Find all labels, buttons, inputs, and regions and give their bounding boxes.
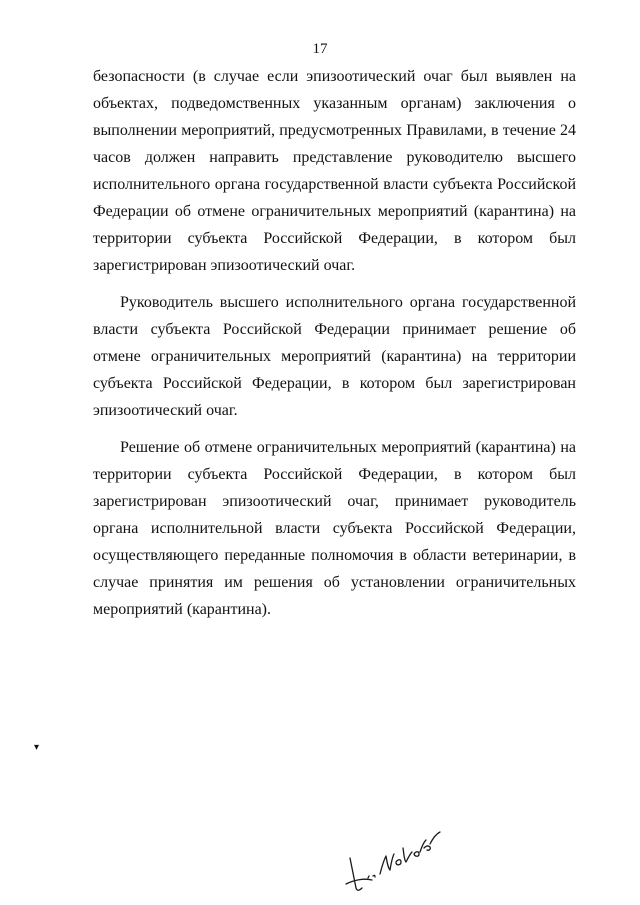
handwritten-signature [340, 818, 445, 893]
paragraph-1: безопасности (в случае если эпизоотический очаг был выявлен на объектах, подведомственных указанным органам) заключения о выполнении мероприятий, предусмотренных Правилами, в течение 24 часов должен направить представление руководителю высшего исполнительного органа государственной власти субъекта Российской Федерации об отмене ограничительных мероприятий (карантина) на территории субъекта Российской Федерации, в котором был зарегистрирован эпизоотический очаг. [93, 68, 576, 274]
stray-mark: ▾ [34, 742, 40, 753]
page-number: 17 [312, 41, 328, 57]
document-body [93, 63, 576, 623]
paragraph-3: Решение об отмене ограничительных мероприятий (карантина) на территории субъекта Российской Федерации, в котором был зарегистрирован эпизоотический очаг, принимает руководитель органа исполнительной власти субъекта Российской Федерации, осуществляющего переданные полномочия в области ветеринарии, в случае принятия им решения об установлении ограничительных мероприятий (карантина). [93, 439, 576, 618]
paragraph-2: Руководитель высшего исполнительного органа государственной власти субъекта Российской Федерации принимает решение об отмене ограничительных мероприятий (карантина) на территории субъекта Российской Федерации, в котором был зарегистрирован эпизоотический очаг. [93, 294, 576, 419]
